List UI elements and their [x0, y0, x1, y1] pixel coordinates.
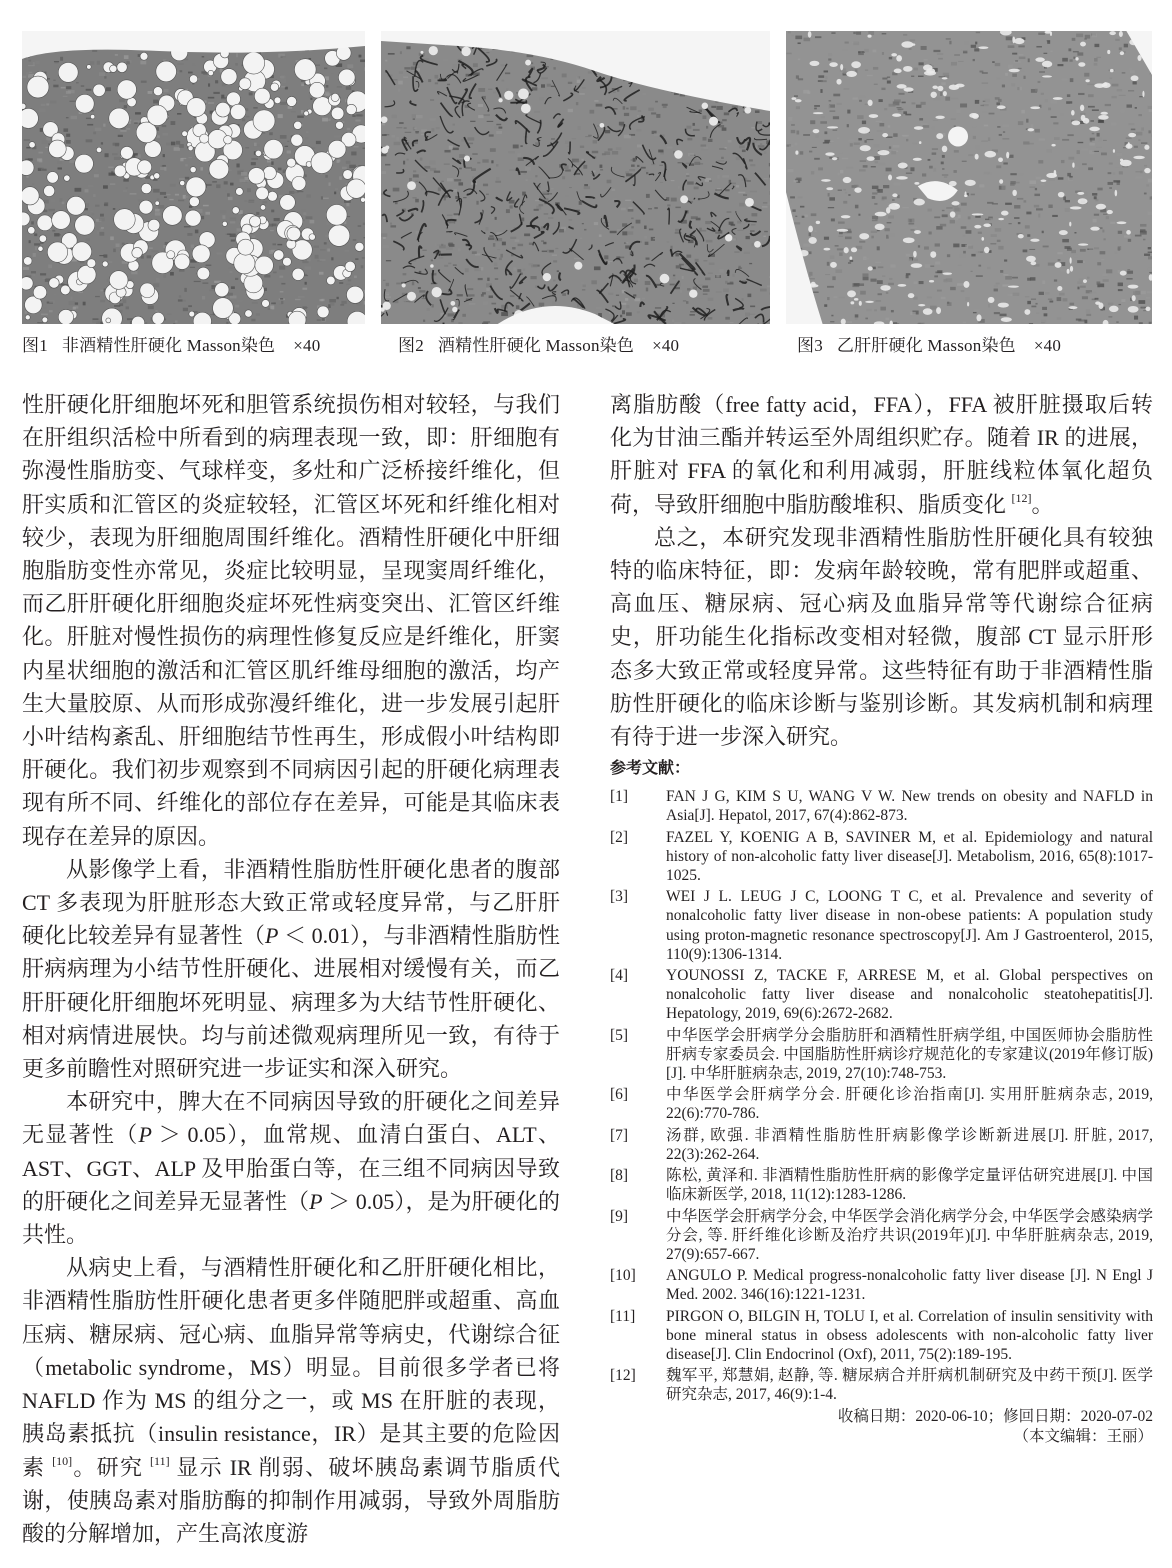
body-paragraph: 总之，本研究发现非酒精性脂肪性肝硬化具有较独特的临床特征，即：发病年龄较晚，常有肥胖或超重、高血压、糖尿病、冠心病及血脂异常等代谢综合征病史，肝功能生化指标改变相对轻微，腹部 CT 显示肝形态多大致正常或轻度异常。这些特征有助于非酒精性脂肪性肝硬化的临床诊断与鉴别诊断。其发病机制和病理有待于进一步深入研究。	[610, 524, 1153, 750]
received-revised-dates: 收稿日期：2020-06-10；修回日期：2020-07-02	[837, 1407, 1153, 1425]
figure-2-caption	[398, 334, 679, 358]
reference-number: [10]	[610, 1267, 636, 1285]
figure-number: 图2	[398, 336, 424, 355]
reference-number: [8]	[610, 1167, 629, 1185]
reference-item	[610, 887, 1153, 964]
reference-text: 汤群, 欧强. 非酒精性脂肪性肝病影像学诊断新进展[J]. 肝脏, 2017, 22(3):262-264.	[666, 1126, 1153, 1163]
reference-item	[610, 1026, 1153, 1084]
reference-item	[610, 966, 1153, 1024]
reference-item	[610, 787, 1153, 825]
reference-number: [12]	[610, 1367, 636, 1385]
reference-text: WEI J L. LEUG J C, LOONG T C, et al. Prevalence and severity of nonalcoholic fatty liver disease in non-obese patients: A population study using proton-magnetic resonance spectroscopy[J]. Am J Gastroenterol, 2015, 110(9):1306-1314.	[666, 888, 1153, 963]
body-paragraph: 性肝硬化肝细胞坏死和胆管系统损伤相对较轻，与我们在肝组织活检中所看到的病理表现一致，即：肝细胞有弥漫性脂肪变、气球样变，多灶和广泛桥接纤维化，但肝实质和汇管区的炎症较轻，汇管区坏死和纤维化相对较少，表现为肝细胞周围纤维化。酒精性肝硬化中肝细胞脂肪变性亦常见，炎症比较明显，呈现窦周纤维化，而乙肝肝硬化肝细胞炎症坏死性病变突出、汇管区纤维化。肝脏对慢性损伤的病理性修复反应是纤维化，肝窦内星状细胞的激活和汇管区肌纤维母细胞的激活，均产生大量胶原、从而形成弥漫纤维化，进一步发展引起肝小叶结构紊乱、肝细胞结节性再生，形成假小叶结构即肝硬化。我们初步观察到不同病因引起的肝硬化病理表现有所不同、纤维化的部位存在差异，可能是其临床表现存在差异的原因。	[22, 392, 560, 849]
reference-text: YOUNOSSI Z, TACKE F, ARRESE M, et al. Global perspectives on nonalcoholic fatty liver disease and nonalcoholic steatohepatitis[J]. Hepatology, 2019, 69(6):2672-2682.	[666, 967, 1153, 1023]
reference-number: [3]	[610, 888, 629, 906]
reference-item	[610, 1207, 1153, 1265]
reference-number: [1]	[610, 788, 629, 806]
reference-text: 中华医学会肝病学分会脂肪肝和酒精性肝病学组, 中国医师协会脂肪性肝病专家委员会. 中国脂肪性肝病诊疗规范化的专家建议(2019年修订版)[J]. 中华肝脏病杂志, 2019, 27(10):748-753.	[666, 1026, 1153, 1083]
reference-list	[610, 787, 1153, 1404]
figure-number: 图1	[22, 336, 48, 355]
reference-item	[610, 828, 1153, 886]
reference-item	[610, 1266, 1153, 1304]
reference-text: FAN J G, KIM S U, WANG V W. New trends on obesity and NAFLD in Asia[J]. Hepatol, 2017, 67(4):862-873.	[666, 788, 1153, 825]
reference-text: PIRGON O, BILGIN H, TOLU I, et al. Correlation of insulin sensitivity with bone mineral status in obsess adolescents with non-alcoholic fatty liver disease[J]. Clin Endocrinol (Oxf), 2011, 75(2):189-195.	[666, 1307, 1153, 1363]
body-paragraph: 本研究中，脾大在不同病因导致的肝硬化之间差异无显著性（P ＞ 0.05），血常规、血清白蛋白、ALT、AST、GGT、ALP 及甲胎蛋白等，在三组不同病因导致的肝硬化之间差异无显著性（P ＞ 0.05），是为肝硬化的共性。	[22, 1089, 560, 1248]
right-text-column	[610, 388, 1153, 1447]
reference-item	[610, 1166, 1153, 1204]
figure-1-image	[22, 31, 365, 324]
reference-number: [7]	[610, 1126, 629, 1144]
micrograph-hbv	[786, 31, 1152, 324]
reference-number: [11]	[610, 1307, 636, 1325]
right-paragraphs	[610, 388, 1153, 753]
figure-2-image	[381, 31, 770, 324]
reference-item	[610, 1085, 1153, 1123]
reference-number: [6]	[610, 1086, 629, 1104]
figure-1-caption	[22, 334, 320, 358]
reference-number: [2]	[610, 828, 629, 846]
reference-text: FAZEL Y, KOENIG A B, SAVINER M, et al. Epidemiology and natural history of non-alcoholic fatty liver disease[J]. Metabolism, 2016, 65(8):1017-1025.	[666, 828, 1153, 885]
figure-magnification: ×40	[1033, 336, 1062, 355]
figure-number: 图3	[797, 336, 823, 355]
micrograph-alcoholic	[381, 31, 770, 324]
body-paragraph: 离脂肪酸（free fatty acid，FFA），FFA 被肝脏摄取后转化为甘油三酯并转运至外周组织贮存。随着 IR 的进展，肝脏对 FFA 的氧化和利用减弱，肝脏线粒体氧化超负荷，导致肝细胞中脂肪酸堆积、脂质变化 [12]。	[610, 392, 1153, 517]
figure-3-image	[786, 31, 1152, 324]
editor-credit: （本文编辑：王丽）	[1013, 1427, 1153, 1445]
figure-title: 非酒精性肝硬化 Masson染色	[61, 336, 276, 355]
reference-item	[610, 1366, 1153, 1404]
reference-text: 中华医学会肝病学分会. 肝硬化诊治指南[J]. 实用肝脏病杂志, 2019, 22(6):770-786.	[666, 1086, 1153, 1123]
reference-number: [5]	[610, 1026, 629, 1044]
reference-number: [4]	[610, 967, 629, 985]
figure-title: 酒精性肝硬化 Masson染色	[437, 336, 635, 355]
reference-number: [9]	[610, 1207, 629, 1225]
reference-item	[610, 1126, 1153, 1164]
reference-text: ANGULO P. Medical progress-nonalcoholic fatty liver disease [J]. N Engl J Med. 2002. 346(16):1221-1231.	[666, 1267, 1153, 1304]
figure-title: 乙肝肝硬化 Masson染色	[836, 336, 1016, 355]
figure-magnification: ×40	[293, 336, 321, 355]
reference-item	[610, 1307, 1153, 1365]
reference-text: 陈松, 黄泽和. 非酒精性脂肪性肝病的影像学定量评估研究进展[J]. 中国临床新医学, 2018, 11(12):1283-1286.	[666, 1167, 1153, 1204]
left-text-column	[22, 388, 560, 1550]
figure-magnification: ×40	[652, 336, 680, 355]
micrograph-steatosis	[22, 31, 365, 324]
reference-text: 魏军平, 郑慧娟, 赵静, 等. 糖尿病合并肝病机制研究及中药干预[J]. 医学研究杂志, 2017, 46(9):1-4.	[666, 1367, 1153, 1404]
body-paragraph: 从影像学上看，非酒精性脂肪性肝硬化患者的腹部 CT 多表现为肝脏形态大致正常或轻度异常，与乙肝肝硬化比较差异有显著性（P ＜ 0.01），与非酒精性脂肪性肝病病理为小结节性肝硬化、进展相对缓慢有关，而乙肝肝硬化肝细胞坏死明显、病理多为大结节性肝硬化、相对病情进展快。均与前述微观病理所见一致，有待于更多前瞻性对照研究进一步证实和深入研究。	[22, 856, 560, 1082]
reference-text: 中华医学会肝病学分会, 中华医学会消化病学分会, 中华医学会感染病学分会, 等. 肝纤维化诊断及治疗共识(2019年)[J]. 中华肝脏病杂志, 2019, 27(9):657-667.	[666, 1207, 1153, 1263]
references-heading: 参考文献：	[610, 758, 691, 778]
figure-3-caption	[797, 334, 1061, 358]
body-paragraph: 从病史上看，与酒精性肝硬化和乙肝肝硬化相比，非酒精性脂肪性肝硬化患者更多伴随肥胖或超重、高血压病、糖尿病、冠心病、血脂异常等病史，代谢综合征（metabolic syndrome，MS）明显。目前很多学者已将 NAFLD 作为 MS 的组分之一，或 MS 在肝脏的表现，胰岛素抵抗（insulin resistance，IR）是其主要的危险因素 [10]。研究 [11] 显示 IR 削弱、破坏胰岛素调节脂质代谢，使胰岛素对脂肪酶的抑制作用减弱，导致外周脂肪酸的分解增加，产生高浓度游	[22, 1255, 560, 1546]
